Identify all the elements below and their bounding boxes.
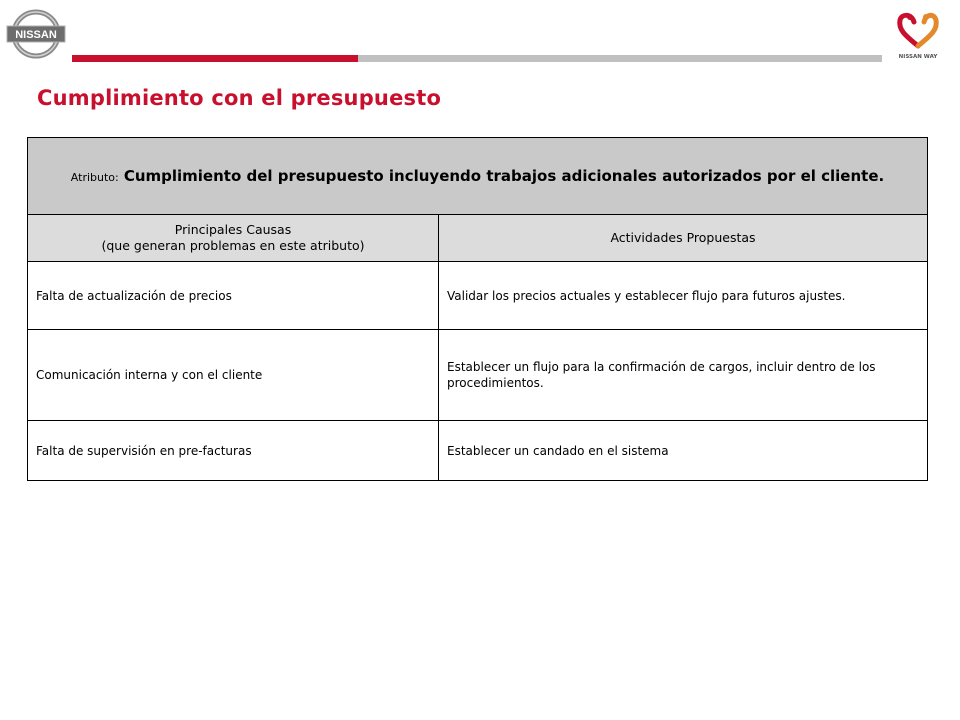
activity-cell: Validar los precios actuales y establecer flujo para futuros ajustes. bbox=[439, 262, 928, 330]
attribute-row bbox=[28, 138, 928, 215]
header-divider-bar bbox=[358, 55, 882, 62]
cause-cell: Comunicación interna y con el cliente bbox=[28, 330, 439, 421]
cause-cell: Falta de supervisión en pre-facturas bbox=[28, 421, 439, 481]
action-plan-table bbox=[27, 137, 928, 481]
causes-header-subtitle: (que generan problemas en este atributo) bbox=[101, 238, 365, 253]
header-accent-bar bbox=[72, 55, 358, 62]
page-title: Cumplimiento con el presupuesto bbox=[37, 86, 442, 110]
table-row bbox=[28, 421, 928, 481]
nissan-logo-text: NISSAN bbox=[15, 29, 57, 41]
attribute-text: Cumplimiento del presupuesto incluyendo trabajos adicionales autorizados por el cliente. bbox=[123, 167, 885, 185]
header-row bbox=[28, 215, 928, 262]
nissan-way-logo-text: NISSAN WAY bbox=[898, 54, 938, 60]
nissan-way-logo bbox=[888, 8, 948, 62]
causes-header bbox=[28, 215, 439, 262]
cause-cell: Falta de actualización de precios bbox=[28, 262, 439, 330]
activity-cell: Establecer un candado en el sistema bbox=[439, 421, 928, 481]
nissan-logo bbox=[6, 8, 66, 60]
causes-header-title: Principales Causas bbox=[174, 222, 292, 237]
activities-header: Actividades Propuestas bbox=[439, 215, 928, 262]
table-row bbox=[28, 262, 928, 330]
table-row bbox=[28, 330, 928, 421]
activity-cell: Establecer un flujo para la confirmación de cargos, incluir dentro de los procedimientos. bbox=[439, 330, 928, 421]
attribute-cell bbox=[28, 138, 928, 215]
attribute-label: Atributo: bbox=[70, 171, 119, 184]
